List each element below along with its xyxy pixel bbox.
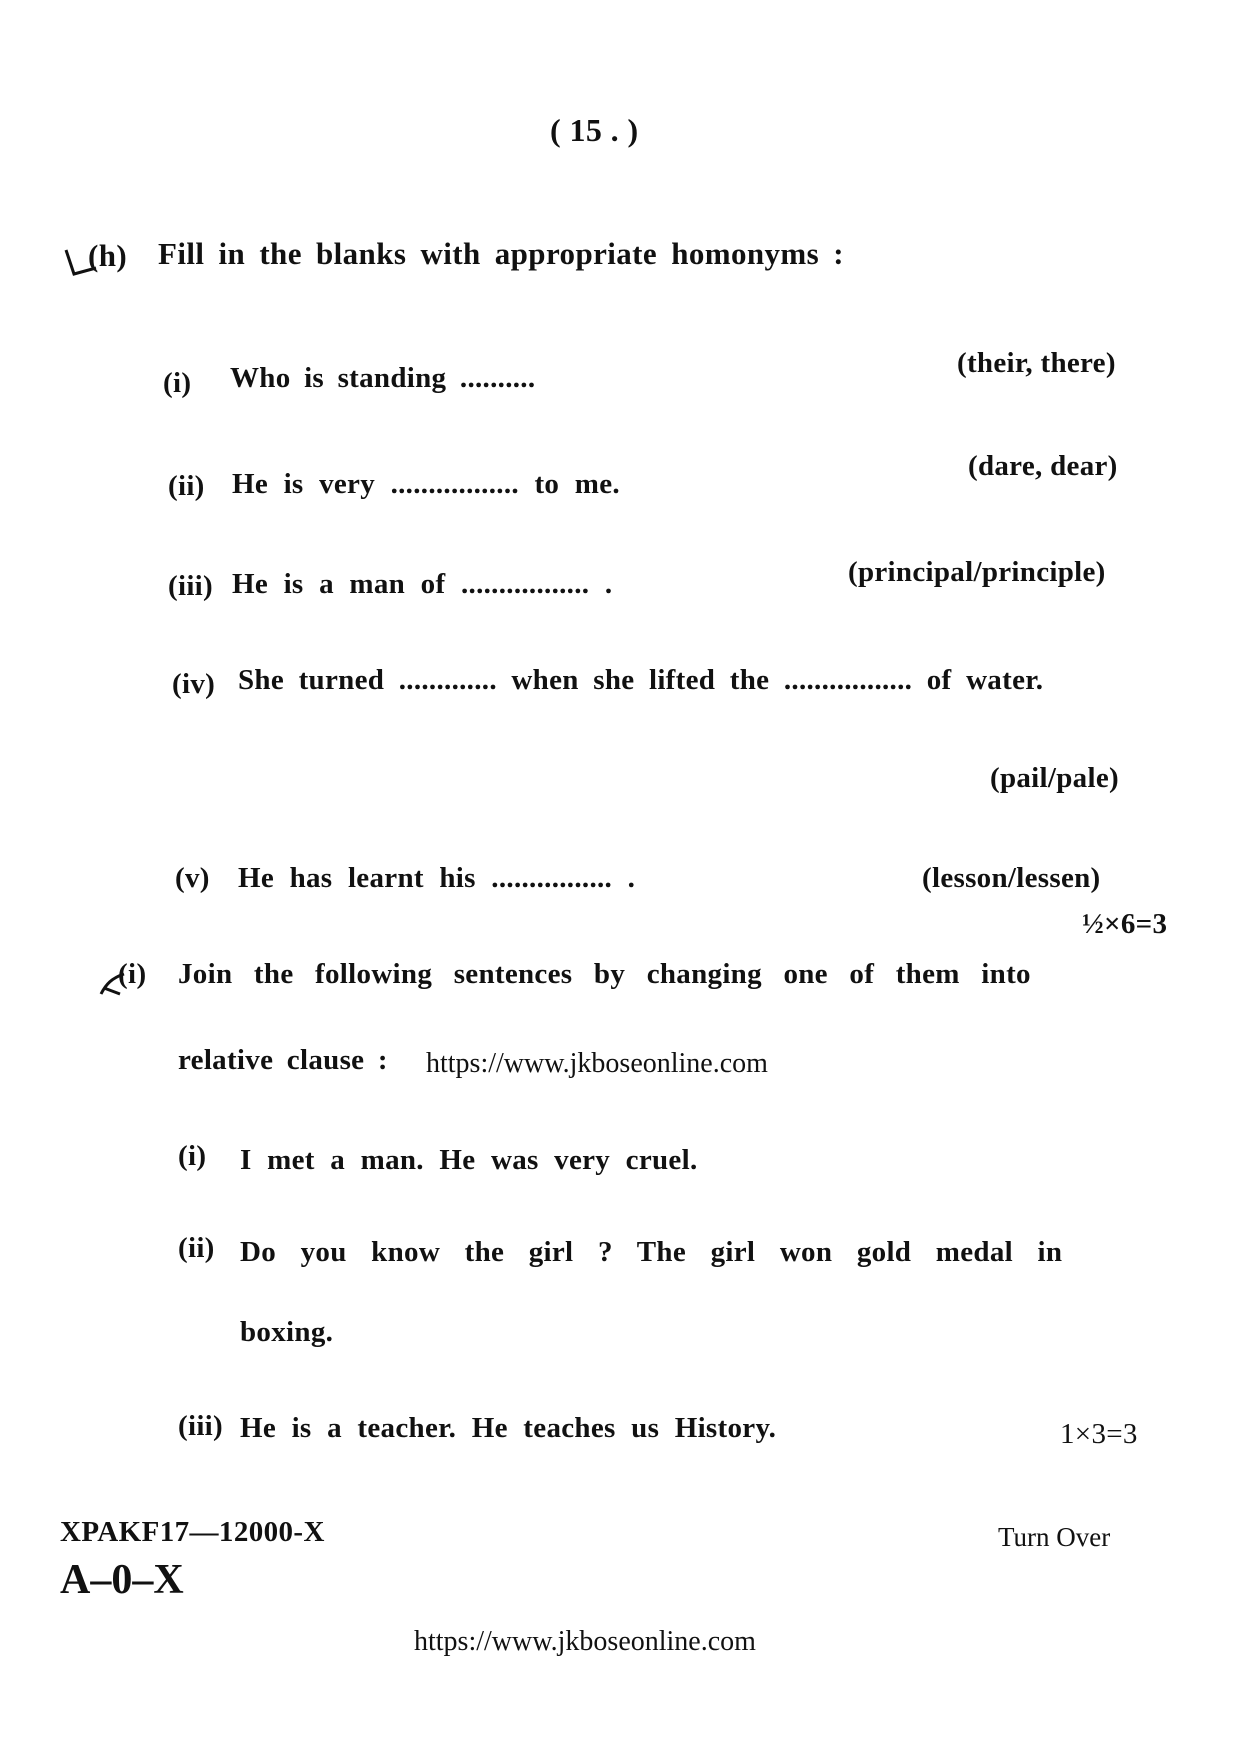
page-number: ( 15 . ) xyxy=(550,112,639,148)
q-i-item-2-text-cont: boxing. xyxy=(240,1316,334,1348)
q-i-item-2-num: (ii) xyxy=(178,1232,215,1264)
q-i-item-1-num: (i) xyxy=(178,1140,207,1172)
q-h-item-3-options: (principal/principle) xyxy=(848,556,1106,588)
q-h-item-2-options: (dare, dear) xyxy=(968,450,1118,482)
question-h-prompt: Fill in the blanks with appropriate homonyms : xyxy=(158,236,844,271)
q-h-item-1-num: (i) xyxy=(163,367,192,399)
q-i-item-3-text: He is a teacher. He teaches us History. xyxy=(240,1412,777,1444)
q-h-item-3-text: He is a man of ................. . xyxy=(232,568,613,600)
q-i-item-1-text: I met a man. He was very cruel. xyxy=(240,1144,698,1176)
q-h-item-5-text: He has learnt his ................ . xyxy=(238,862,636,894)
question-i-prompt-line2: relative clause : xyxy=(178,1044,388,1076)
watermark-url-inline: https://www.jkboseonline.com xyxy=(426,1048,768,1079)
q-i-item-3-num: (iii) xyxy=(178,1410,223,1442)
q-h-marks: ½×6=3 xyxy=(1082,908,1168,940)
q-i-item-2-text: Do you know the girl ? The girl won gold medal in xyxy=(240,1236,1063,1268)
q-h-item-1-options: (their, there) xyxy=(957,347,1116,379)
q-i-marks: 1×3=3 xyxy=(1060,1418,1138,1450)
question-i-prompt-line1: Join the following sentences by changing one of them into xyxy=(178,958,1031,990)
question-i-number: (i) xyxy=(118,958,147,990)
q-h-item-5-num: (v) xyxy=(175,862,210,894)
q-h-item-2-num: (ii) xyxy=(168,470,205,502)
q-h-item-4-num: (iv) xyxy=(172,668,216,700)
turn-over-label: Turn Over xyxy=(998,1522,1111,1552)
q-h-item-2-text: He is very ................. to me. xyxy=(232,468,620,500)
question-h-number: (h) xyxy=(88,238,128,273)
watermark-url-footer: https://www.jkboseonline.com xyxy=(414,1626,756,1657)
q-h-item-1-text: Who is standing .......... xyxy=(230,362,536,394)
footer-code: XPAKF17—12000-X xyxy=(60,1516,325,1548)
q-h-item-3-num: (iii) xyxy=(168,570,213,602)
q-h-item-4-text: She turned ............. when she lifted the ................. of water. xyxy=(238,664,1044,696)
footer-series: A–0–X xyxy=(60,1557,184,1603)
q-h-item-5-options: (lesson/lessen) xyxy=(922,862,1101,894)
q-h-item-4-options: (pail/pale) xyxy=(990,762,1119,794)
